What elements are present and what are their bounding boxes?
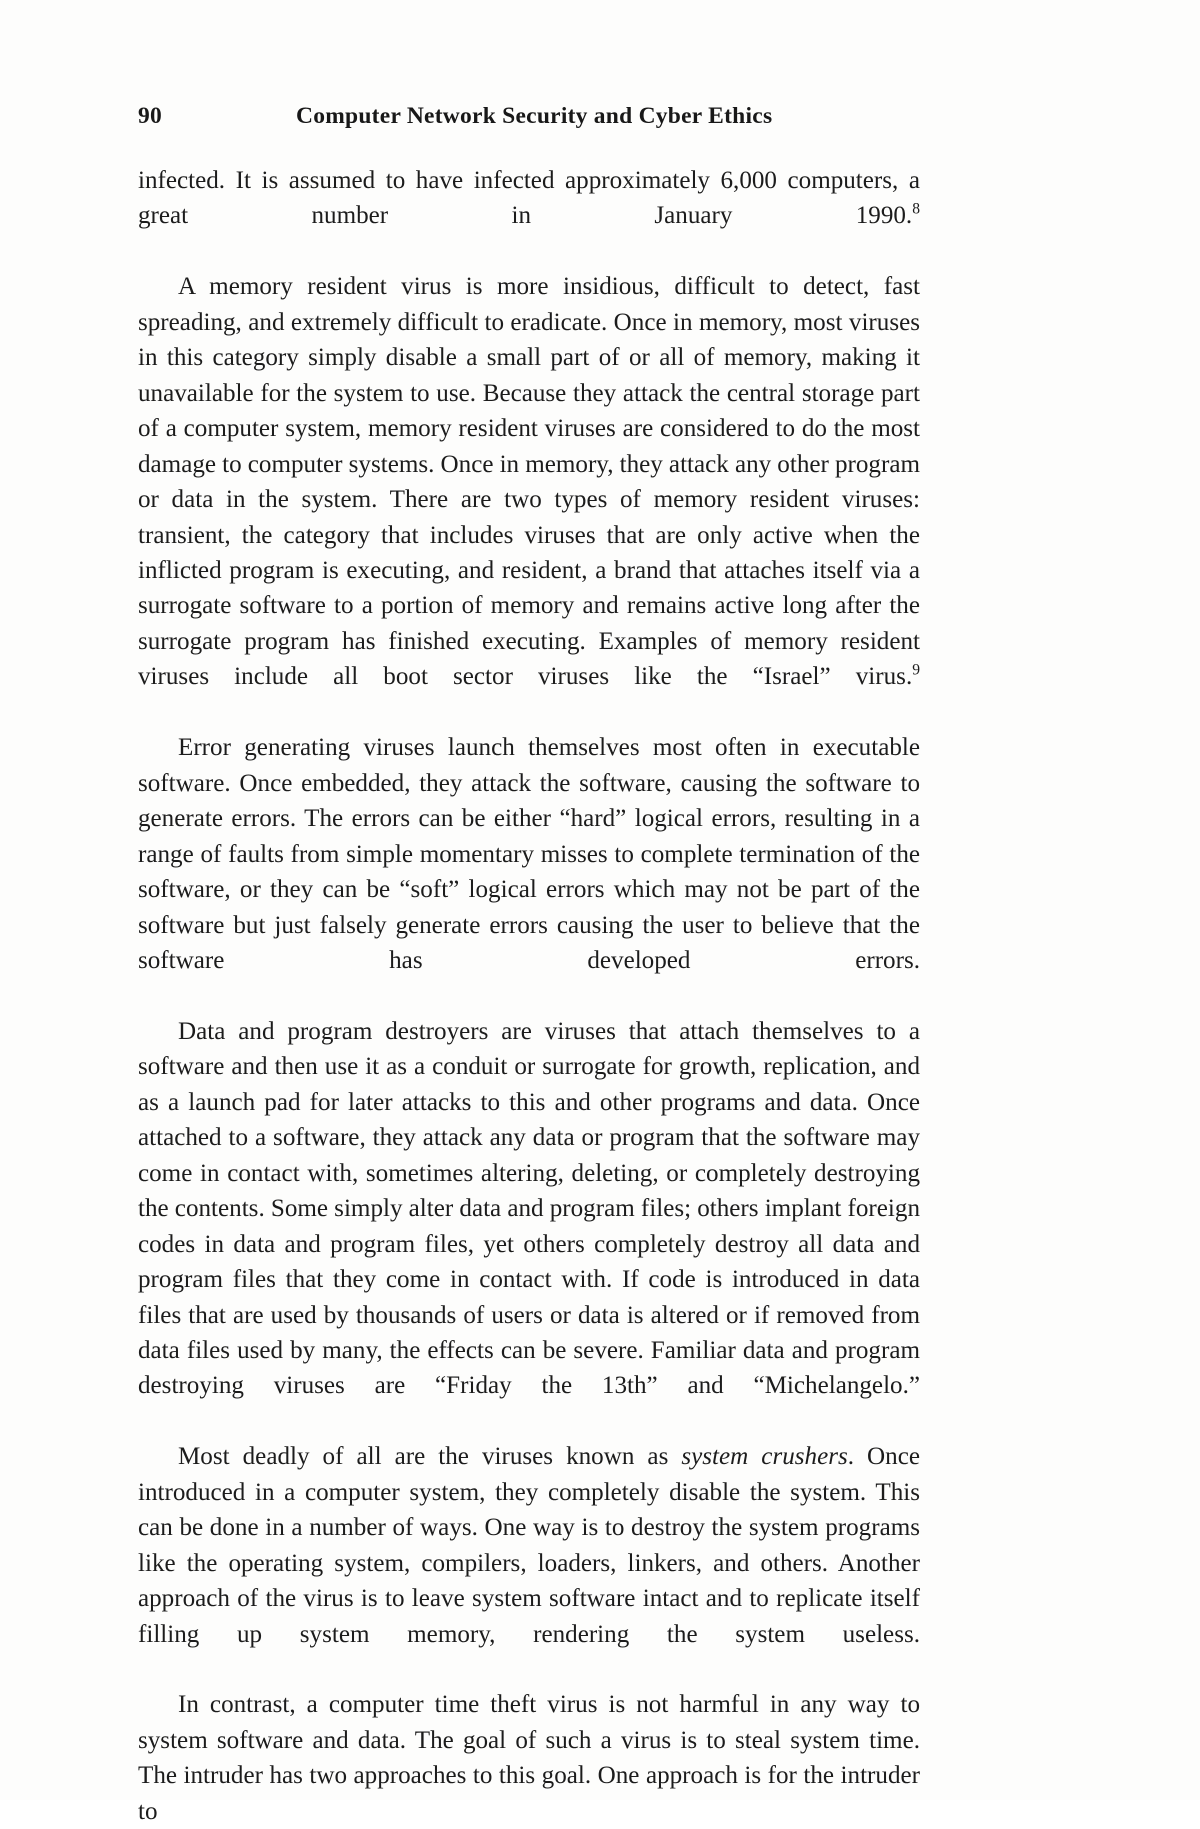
page-number: 90 [138,103,162,129]
paragraph-2-text: A memory resident virus is more insidious, difficult to detect, fast spreading, and extremely difficult to eradicate. Once in memory, most viruses in this category simply disable a small part of or all of memory, making it unavailable for the system to use. Because they attack the central storage part of a computer system, memory resident viruses are considered to do the most damage to computer systems. Once in memory, they attack any other program or data in the system. There are two types of memory resident viruses: transient, the category that includes viruses that are only active when the inflicted program is executing, and resident, a brand that attaches itself via a surrogate software to a portion of memory and remains active long after the surrogate program has finished executing. Examples of memory resident viruses include all boot sector viruses like the “Israel” virus. [138,273,920,691]
paragraph-6 [138,1687,920,1829]
paragraph-5-text-before: Most deadly of all are the viruses known as [178,1443,682,1471]
running-head [138,103,920,135]
paragraph-3 [138,730,920,1014]
paragraph-3-text: Error generating viruses launch themselves most often in executable software. Once embedded, they attack the software, causing the software to generate errors. The errors can be either “hard” logical errors, resulting in a range of faults from simple momentary misses to complete termination of the software, or they can be “soft” logical errors which may not be part of the software but just falsely generate errors causing the user to believe that the software has developed errors. [138,734,920,974]
footnote-marker-8: 8 [912,201,920,219]
paragraph-6-text: In contrast, a computer time theft virus is not harmful in any way to system software and data. The goal of such a virus is to steal system time. The intruder has two approaches to this goal. One approach is for the intruder to [138,1691,920,1825]
paragraph-4-text: Data and program destroyers are viruses that attach themselves to a software and then use it as a conduit or surrogate for growth, replication, and as a launch pad for later attacks to this and other programs and data. Once attached to a software, they attack any data or program that the software may come in contact with, sometimes altering, deleting, or completely destroying the contents. Some simply alter data and program files; others implant foreign codes in data and program files, yet others completely destroy all data and program files that they come in contact with. If code is introduced in data files that are used by thousands of users or data is altered or if removed from data files used by many, the effects can be severe. Familiar data and program destroying viruses are “Friday the 13th” and “Michelangelo.” [138,1017,920,1400]
paragraph-4 [138,1014,920,1439]
running-title: Computer Network Security and Cyber Ethics [296,103,773,129]
paragraph-1 [138,163,920,269]
paragraph-5 [138,1439,920,1687]
paragraph-2 [138,269,920,730]
emphasis-system-crushers: system crushers [681,1443,848,1471]
paragraph-1-text: infected. It is assumed to have infected approximately 6,000 computers, a great number in January 1990. [138,167,920,230]
paragraph-5-text-after: . Once introduced in a computer system, they completely disable the system. This can be done in a number of ways. One way is to destroy the system programs like the operating system, compilers, loaders, linkers, and others. Another approach of the virus is to leave system software intact and to replicate itself filling up system memory, rendering the system useless. [138,1443,921,1648]
footnote-marker-9: 9 [912,661,920,679]
body-text-column [138,163,920,1829]
